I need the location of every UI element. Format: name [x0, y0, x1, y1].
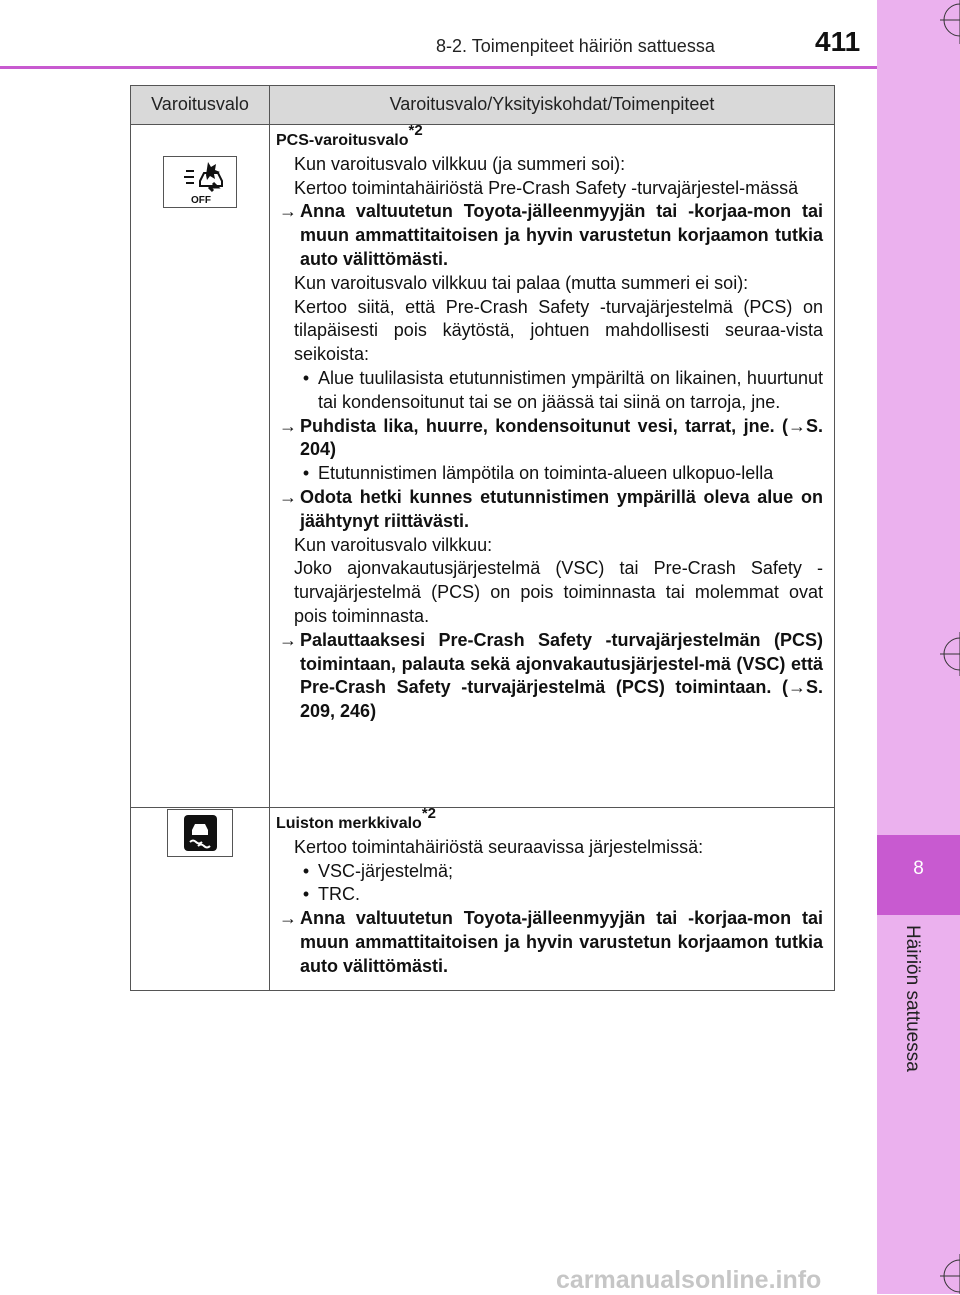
slip-indicator-icon	[167, 809, 233, 857]
crop-mark-bottom-right	[930, 1250, 960, 1294]
warning-lights-table	[130, 85, 835, 991]
col-header-warning-light: Varoitusvalo	[131, 86, 270, 125]
icon-cell	[131, 808, 270, 991]
pcs-cause-1: • Alue tuulilasista etutunnistimen ympäriltä on likainen, huurtunut tai kondensoitunut tai se on jäässä tai siinä on tarroja, jne.	[302, 367, 823, 412]
page-header	[0, 0, 877, 70]
pcs-condition-1: Kun varoitusvalo vilkkuu (ja summeri soi):	[294, 153, 626, 174]
table-row	[131, 808, 835, 991]
icon-cell	[131, 125, 270, 808]
watermark: carmanualsonline.info	[556, 1266, 822, 1294]
pcs-action-2: → Puhdista lika, huurre, kondensoitunut vesi, tarrat, jne. (→S. 204)	[279, 415, 823, 460]
header-rule	[0, 66, 877, 69]
chapter-number: 8	[913, 858, 924, 879]
slip-action-1: → Anna valtuutetun Toyota-jälleenmyyjän tai -korjaa-mon tai muun ammattitaitoisen ja hyvin varustetun korjaamon tutkia auto välittömästi.	[279, 908, 823, 976]
chapter-label: Häiriön sattuessa	[902, 925, 923, 1072]
table-row	[131, 125, 835, 808]
pcs-action-3: → Odota hetki kunnes etutunnistimen ympärillä oleva alue on jäähtynyt riittävästi.	[279, 486, 823, 531]
pcs-off-warning-icon	[163, 156, 237, 208]
pcs-action-1: → Anna valtuutetun Toyota-jälleenmyyjän tai -korjaa-mon tai muun ammattitaitoisen ja hyvin varustetun korjaamon tutkia auto välittömästi.	[279, 201, 823, 269]
crop-mark-mid-right	[930, 630, 960, 680]
table-header-row	[131, 86, 835, 125]
crop-mark-top-right	[930, 0, 960, 50]
page-number: 411	[815, 26, 861, 57]
slip-title: Luiston merkkivalo$^{*2}$	[276, 805, 437, 832]
pcs-off-text: OFF	[191, 195, 211, 206]
slip-meaning: Kertoo toimintahäiriöstä seuraavissa järjestelmissä:	[294, 836, 704, 857]
pcs-action-4: → Palauttaaksesi Pre-Crash Safety -turvajärjestelmän (PCS) toimintaan, palauta sekä ajonvakautusjärjestel-mä (VSC) että Pre-Crash Safety -turvajärjestelmä (PCS) toimintaan. (→S. 209, 246)	[279, 629, 823, 722]
pcs-meaning-2: Kertoo siitä, että Pre-Crash Safety -turvajärjestelmä (PCS) on tilapäisesti pois käytöstä, johtuen mahdollisesti seuraa-vista seikoista:	[294, 296, 823, 365]
details-cell	[270, 805, 835, 991]
chapter-label-wrap	[877, 925, 960, 1085]
slip-system-2: • TRC.	[302, 884, 360, 905]
pcs-cause-2: • Etutunnistimen lämpötila on toiminta-alueen ulkopuo-lella	[302, 463, 774, 484]
col-header-details: Varoitusvalo/Yksityiskohdat/Toimenpiteet	[270, 86, 835, 125]
details-cell	[270, 122, 835, 808]
section-title: 8-2. Toimenpiteet häiriön sattuessa	[436, 36, 715, 56]
pcs-title: PCS-varoitusvalo$^{*2}$	[276, 122, 423, 149]
pcs-condition-3: Kun varoitusvalo vilkkuu:	[294, 534, 493, 555]
slip-system-1: • VSC-järjestelmä;	[302, 860, 454, 881]
pcs-meaning-1: Kertoo toimintahäiriöstä Pre-Crash Safety -turvajärjestel-mässä	[294, 177, 799, 198]
pcs-condition-2: Kun varoitusvalo vilkkuu tai palaa (mutta summeri ei soi):	[294, 272, 749, 293]
pcs-meaning-3: Joko ajonvakautusjärjestelmä (VSC) tai Pre-Crash Safety -turvajärjestelmä (PCS) on pois toiminnasta tai molemmat ovat pois toiminnasta.	[294, 558, 823, 626]
